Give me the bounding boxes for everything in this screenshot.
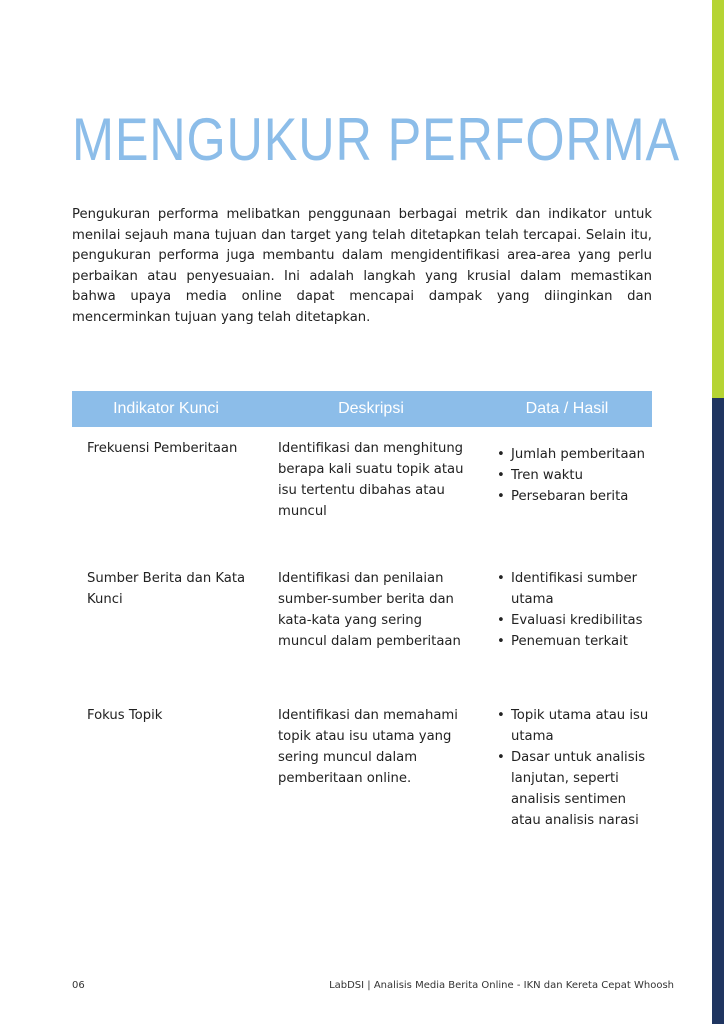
footer-caption: LabDSI | Analisis Media Berita Online - IKN dan Kereta Cepat Whoosh <box>329 980 674 991</box>
row-description: Identifikasi dan penilaian sumber-sumber berita dan kata-kata yang sering muncul dalam pemberitaan <box>278 571 461 649</box>
intro-paragraph: Pengukuran performa melibatkan penggunaan berbagai metrik dan indikator untuk menilai sejauh mana tujuan dan target yang telah ditetapkan telah tercapai. Selain itu, pengukuran performa juga membantu dalam mengidentifikasi area-area yang perlu perbaikan atau penyesuaian. Ini adalah langkah yang krusial dalam memastikan bahwa upaya media online dapat mencapai dampak yang diinginkan dan mencerminkan tujuan yang telah ditetapkan. <box>72 207 652 325</box>
result-item: • Identifikasi sumber utama <box>495 568 652 610</box>
header-results: Data / Hasil <box>525 400 609 417</box>
row-results <box>475 705 652 831</box>
bullet-icon: • <box>497 613 505 628</box>
bullet-icon: • <box>497 750 505 765</box>
bullet-icon: • <box>497 489 505 504</box>
indicator-table <box>72 391 652 828</box>
page-number: 06 <box>72 980 85 991</box>
result-item: • Dasar untuk analisis lanjutan, seperti analisis sentimen atau analisis narasi <box>495 747 652 831</box>
row-description: Identifikasi dan memahami topik atau isu utama yang sering muncul dalam pemberitaan online. <box>278 708 458 786</box>
row-results <box>475 568 652 652</box>
result-item: • Topik utama atau isu utama <box>495 705 652 747</box>
page-title: MENGUKUR PERFORMA <box>72 106 680 174</box>
table-row <box>72 568 652 652</box>
table-header <box>72 391 652 427</box>
bullet-icon: • <box>497 468 505 483</box>
bullet-icon: • <box>497 571 505 586</box>
result-item: • Evaluasi kredibilitas <box>495 610 652 631</box>
side-accent-navy <box>712 398 724 1024</box>
row-indicator: Sumber Berita dan Kata Kunci <box>87 571 246 607</box>
header-indicator: Indikator Kunci <box>113 400 219 417</box>
row-indicator: Frekuensi Pemberitaan <box>87 441 238 456</box>
bullet-icon: • <box>497 634 505 649</box>
table-row <box>72 438 652 522</box>
row-results <box>475 438 652 522</box>
result-item: • Persebaran berita <box>495 486 652 507</box>
result-item: • Jumlah pemberitaan <box>495 444 652 465</box>
result-item: • Penemuan terkait <box>495 631 652 652</box>
side-accent-green <box>712 0 724 398</box>
row-description: Identifikasi dan menghitung berapa kali suatu topik atau isu tertentu dibahas atau muncul <box>278 441 464 519</box>
bullet-icon: • <box>497 447 505 462</box>
bullet-icon: • <box>497 708 505 723</box>
header-description: Deskripsi <box>338 400 404 417</box>
table-row <box>72 705 652 831</box>
result-item: • Tren waktu <box>495 465 652 486</box>
row-indicator: Fokus Topik <box>87 708 163 723</box>
